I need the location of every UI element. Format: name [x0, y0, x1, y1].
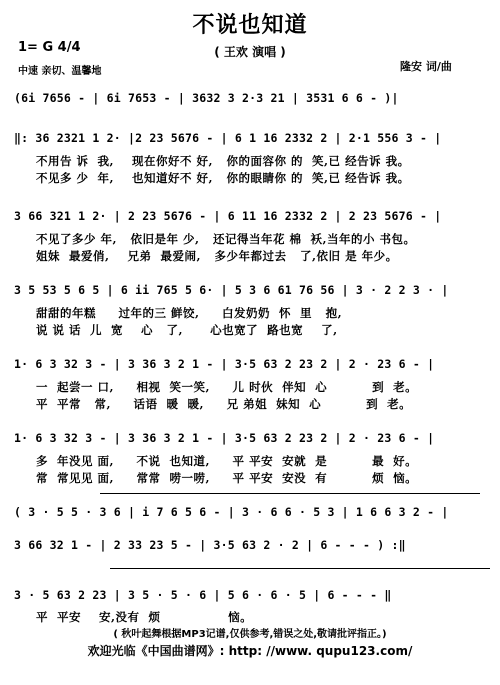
notation-line-9: 3 · 5 63 2 23 | 3 5 · 5 · 6 | 5 6 · 6 · 5 | 6 - - - ‖	[14, 588, 392, 602]
notation-line-5: 1· 6 3 32 3 - | 3 36 3 2 1 - | 3·5 63 2 23 2 | 2 · 23 6 - |	[14, 357, 435, 371]
lyrics-line-5b: 平 平常 常, 话语 暖 暖, 兄 弟姐 妹知 心 到 老。	[36, 397, 412, 411]
lyrics-line-6b: 常 常见见 面, 常常 唠一唠, 平 平安 安没 有 烦 恼。	[36, 471, 418, 485]
lyrics-line-3a: 不见了多少 年, 依旧是年 少, 还记得当年花 棉 袄,当年的小 书包。	[36, 232, 416, 246]
transcriber-note: ( 秋叶起舞根据MP3记谱,仅供参考,错误之处,敬请批评指正。)	[113, 629, 387, 640]
website-link[interactable]: 欢迎光临《中国曲谱网》: http: //www. qupu123.com/	[87, 644, 413, 658]
lyrics-line-4b: 说 说 话 儿 宽 心 了, 心也宽了 路也宽 了,	[36, 323, 338, 337]
lyrics-line-5a: 一 起尝一 口, 相视 笑一笑, 儿 时伙 伴知 心 到 老。	[36, 380, 418, 394]
notation-line-8: 3 66 32 1 - | 2 33 23 5 - | 3·5 63 2 · 2 | 6 - - - ) :‖	[14, 538, 406, 552]
key-signature: 1= G 4/4	[18, 40, 81, 55]
singer-credit: ( 王欢 演唱 )	[214, 45, 286, 59]
lyrics-line-2a: 不用告 诉 我, 现在你好不 好, 你的面容你 的 笑,已 经告诉 我。	[36, 154, 410, 168]
notation-line-7: ( 3 · 5 5 · 3 6 | i 7 6 5 6 - | 3 · 6 6 · 5 3 | 1 6 6 3 2 - |	[14, 505, 449, 519]
notation-line-1: (6i 7656 - | 6i 7653 - | 3632 3 2·3 21 | 3531 6 6 - )|	[14, 91, 399, 105]
volta-bracket-2	[110, 568, 490, 579]
volta-bracket-1	[100, 493, 480, 494]
lyrics-line-4a: 甜甜的年糕 过年的三 鲜饺, 白发奶奶 怀 里 抱,	[36, 306, 343, 320]
author-credit: 隆安 词/曲	[400, 60, 452, 73]
lyrics-line-9: 平 平安 安,没有 烦 恼。	[36, 610, 253, 624]
notation-line-6: 1· 6 3 32 3 - | 3 36 3 2 1 - | 3·5 63 2 23 2 | 2 · 23 6 - |	[14, 431, 435, 445]
tempo-marking: 中速 亲切、温馨地	[18, 66, 102, 77]
notation-line-2: ‖: 36 2321 1 2· |2 23 5676 - | 6 1 16 2332 2 | 2·1 556 3 - |	[14, 131, 442, 145]
lyrics-line-2b: 不见多 少 年, 也知道好不 好, 你的眼睛你 的 笑,已 经告诉 我。	[36, 171, 410, 185]
lyrics-line-3b: 姐妹 最爱俏, 兄弟 最爱闹, 多少年都过去 了,依旧 是 年少。	[36, 249, 398, 263]
song-title: 不说也知道	[192, 13, 308, 38]
notation-line-3: 3 66 321 1 2· | 2 23 5676 - | 6 11 16 2332 2 | 2 23 5676 - |	[14, 209, 442, 223]
notation-line-4: 3 5 53 5 6 5 | 6 ii 765 5 6· | 5 3 6 61 76 56 | 3 · 2 2 3 · |	[14, 283, 449, 297]
lyrics-line-6a: 多 年没见 面, 不说 也知道, 平 平安 安就 是 最 好。	[36, 454, 418, 468]
